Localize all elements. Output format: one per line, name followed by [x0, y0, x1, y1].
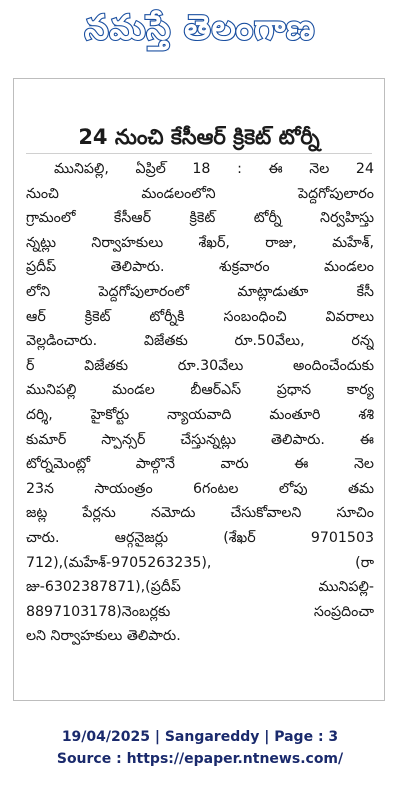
headline-divider	[26, 153, 372, 154]
body-line: గ్రామంలో కేసీఆర్ క్రికెట్ టోర్నీ నిర్వహిస్తు	[26, 210, 374, 227]
body-line: కుమార్ స్పాన్సర్ చేస్తున్నట్లు తెలిపారు. ఈ	[26, 431, 374, 448]
body-line: దర్శి, హైకోర్టు న్యాయవాది మంతూరి శశి	[26, 406, 374, 423]
body-line: మునిపల్లి, ఏప్రిల్ 18 : ఈ నెల 24	[54, 161, 374, 177]
body-line-last: లని నిర్వాహకులు తెలిపారు.	[26, 628, 181, 645]
body-line: ప్రదీప్ తెలిపారు. శుక్రవారం మండలం	[26, 259, 374, 276]
masthead-logo-text: నమస్తే తెలంగాణ	[84, 8, 316, 48]
body-line: 8897103178)నెంబర్లకు సంప్రదించా	[26, 603, 374, 620]
body-line: వెల్లడించారు. విజేతకు రూ.50వేలు, రన్న	[26, 333, 374, 350]
body-line: టోర్నమెంట్లో పాల్గొనే వారు ఈ నెల	[26, 456, 374, 473]
body-line: 23న సాయంత్రం 6గంటల లోపు తమ	[26, 480, 374, 497]
body-line: జు-6302387871),(ప్రదీప్ మునిపల్లి-	[26, 579, 374, 596]
body-line: మునిపల్లి మండల బీఆర్ఎస్ ప్రధాన కార్య	[26, 382, 374, 399]
article-body	[26, 157, 374, 649]
body-line: ఆర్ క్రికెట్ టోర్నీకి సంబంధించి వివరాలు	[26, 308, 374, 325]
body-line: నుంచి మండలంలోని పెద్దగోపులారం	[26, 185, 374, 202]
body-line: 712),(మహేశ్-9705263235), (రా	[26, 554, 374, 571]
body-line: న్నట్లు నిర్వాహకులు శేఖర్, రాజు, మహేశ్,	[26, 234, 374, 251]
body-line: చారు. ఆర్గనైజర్లు (శేఖర్ 9701503	[26, 529, 374, 546]
article-headline: 24 నుంచి కేసీఆర్ క్రికెట్ టోర్నీ	[78, 125, 320, 149]
body-line: జట్ల పేర్లను నమోదు చేసుకోవాలని సూచిం	[26, 505, 374, 522]
body-line: ర్ విజేతకు రూ.30వేలు అందించేందుకు	[26, 357, 374, 374]
body-line: లోని పెద్దగోపులారంలో మాట్లాడుతూ కేసీ	[26, 283, 374, 300]
footer-date-edition-page: 19/04/2025 | Sangareddy | Page : 3	[61, 729, 339, 745]
footer-source-link[interactable]: Source : https://epaper.ntnews.com/	[56, 751, 344, 767]
newspaper-masthead	[6, 4, 394, 60]
article-clipping	[13, 78, 385, 701]
